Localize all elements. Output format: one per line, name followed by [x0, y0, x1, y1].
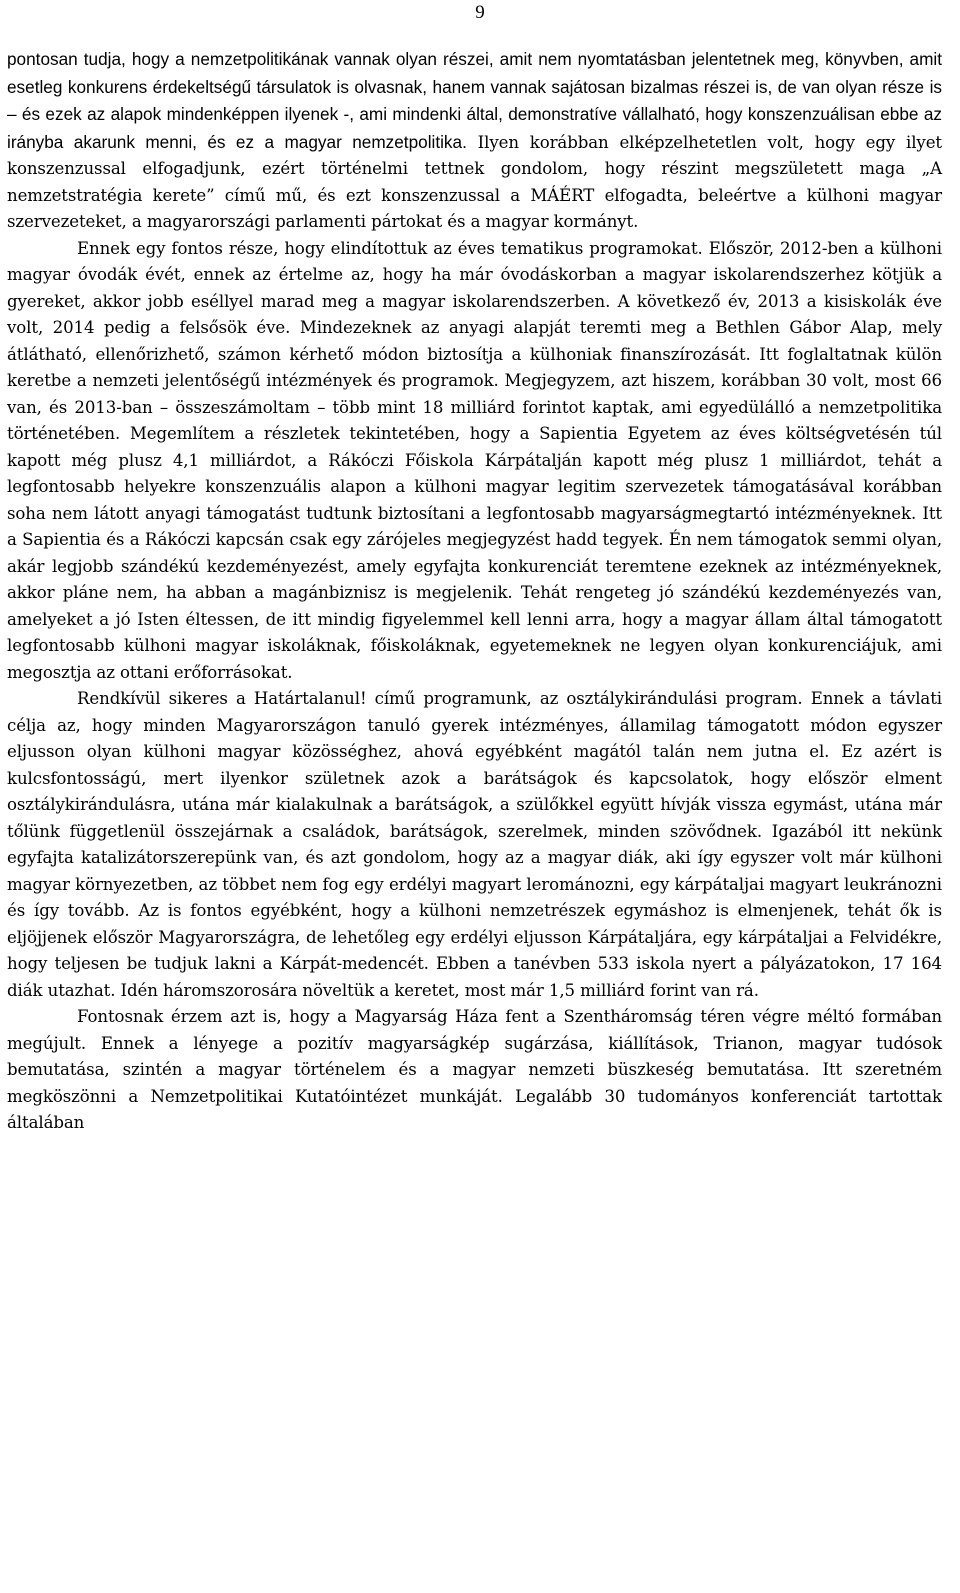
text-run: Rendkívül sikeres a Határtalanul! című programunk, az osztálykirándulási program. Ennek a távlati célja az, hogy minden Magyarországon tanuló gyerek intézményes, államilag támogatott módon egyszer eljusson olyan külhoni magyar közösséghez, ahová egyébként magától talán nem jutna el. Ez azért is kulcsfontosságú, mert ilyenkor születnek azok a barátságok és kapcsolatok, hogy először elment osztálykirándulásra, utána már kialakulnak a barátságok, a szülőkkel együtt hívják vissza egymást, utána már tőlünk függetlenül összejárnak a családok, barátságok, szerelmek, minden szövődnek. Igazából itt nekünk egyfajta katalizátorszerepünk van, és azt gondolom, hogy az a magyar diák, aki így egyszer volt már külhoni magyar környezetben, az többet nem fog egy erdélyi magyart lerománozni, egy kárpátaljai magyart leukránozni és így tovább. Az is fontos egyébként, hogy a külhoni nemzetrészek egymáshoz is elmenjenek, tehát ők is eljöjjenek először Magyarországra, de lehetőleg egy erdélyi eljusson Kárpátaljára, egy kárpátaljai a Felvidékre, hogy teljesen be tudjuk lakni a Kárpát-medencét. Ebben a tanévben 533 iskola nyert a pályázatokon, 17 164 diák utazhat. Idén háromszorosára növeltük a keretet, most már 1,5 milliárd forint van rá. — [7, 689, 942, 1000]
paragraph — [7, 236, 942, 687]
text-run: Ennek egy fontos része, hogy elindítottuk az éves tematikus programokat. Először, 2012-ben a külhoni magyar óvodák évét, ennek az értelme az, hogy ha már óvodáskorban a magyar iskolarendszerhez kötjük a gyereket, akkor jobb eséllyel marad meg a magyar iskolarendszerben. A következő év, 2013 a kisiskolák éve volt, 2014 pedig a felsősök éve. Mindezeknek az anyagi alapját teremti meg a Bethlen Gábor Alap, mely átlátható, ellenőrizhető, számon kérhető módon biztosítja a külhoniak finanszírozását. Itt foglaltatnak külön keretbe a nemzeti jelentőségű intézmények és programok. Megjegyzem, azt hiszem, korábban 30 volt, most 66 van, és 2013-ban – összeszámoltam – több mint 18 milliárd forintot kaptak, ami egyedülálló a nemzetpolitika történetében. Megemlítem a részletek tekintetében, hogy a Sapientia Egyetem az éves költségvetésén túl kapott még plusz 4,1 milliárdot, a Rákóczi Főiskola Kárpátalján kapott még plusz 1 milliárdot, tehát a legfontosabb helyekre konszenzuális alapon a külhoni magyar legitim szervezetek támogatásával korábban soha nem látott anyagi támogatást tudtunk biztosítani a legfontosabb magyarságmegtartó intézményeknek. Itt a Sapientia és a Rákóczi kapcsán csak egy zárójeles megjegyzést hadd tegyek. Én nem támogatok semmi olyan, akár legjobb szándékú kezdeményezést, amely egyfajta konkurenciát teremtene ezeknek az intézményeknek, akkor pláne nem, ha abban a magánbiznisz is megjelenik. Tehát rengeteg jó szándékú kezdeményezés van, amelyeket a jó Isten éltessen, de itt mindig figyelemmel kell lenni arra, hogy a magyar állam által támogatott legfontosabb külhoni magyar iskoláknak, főiskoláknak, egyetemeknek ne legyen olyan konkurenciájuk, ami megosztja az ottani erőforrásokat. — [7, 238, 942, 682]
page-number: 9 — [475, 2, 485, 23]
text-run: pontosan tudja, hogy a nemzetpolitikának vannak olyan részei, amit nem nyomtatásban jelentetnek meg, könyvben, amit esetleg konkurens érdekeltségű társulatok is olvasnak, hanem vannak sajátosan bizalmas részei is, de van olyan része is – és ezek az alapok mindenképpen ilyenek -, ami mindenki által, demonstratíve vállalható, hogy konszenzuálisan ebbe az irányba akarunk menni, és ez a magyar nemzetpolitika. — [7, 49, 942, 152]
text-run: Ilyen korábban elképzelhetetlen volt, hogy egy ilyet konszenzussal elfogadjunk, ezért történelmi tettnek gondolom, hogy részint megszületett maga „A nemzetstratégia kerete” című mű, és ezt konszenzussal a MÁÉRT elfogadta, beleértve a külhoni magyar szervezeteket, a magyarországi parlamenti pártokat és a magyar kormányt. — [7, 132, 942, 231]
paragraph — [7, 1004, 942, 1137]
paragraph — [7, 686, 942, 1004]
text-run: Fontosnak érzem azt is, hogy a Magyarság Háza fent a Szentháromság téren végre méltó formában megújult. Ennek a lényege a pozitív magyarságkép sugárzása, kiállítások, Trianon, magyar tudósok bemutatása, szintén a magyar történelem és a magyar nemzeti büszkeség bemutatása. Itt szeretném megköszönni a Nemzetpolitikai Kutatóintézet munkáját. Legalább 30 tudományos konferenciát tartottak általában — [7, 1007, 942, 1132]
paragraph — [7, 46, 942, 236]
body-text — [7, 46, 942, 1137]
